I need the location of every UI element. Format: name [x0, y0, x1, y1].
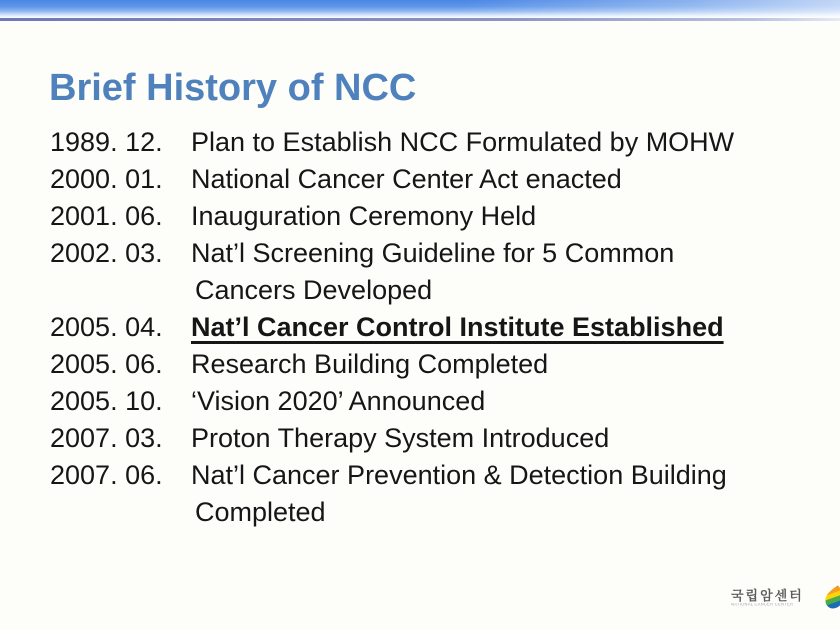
timeline-date: 2002. 03. [50, 238, 163, 268]
timeline-date: 2005. 10. [50, 386, 163, 416]
top-banner [0, 0, 840, 18]
timeline-event-text: Plan to Establish NCC Formulated by MOHW [191, 127, 735, 157]
timeline-row [50, 124, 790, 161]
timeline-event-text: Nat’l Cancer Control Institute Established [191, 312, 724, 342]
timeline-row [50, 494, 790, 531]
timeline-event-text: Inauguration Ceremony Held [191, 201, 537, 231]
timeline-date: 1989. 12. [50, 127, 163, 157]
timeline-row [50, 346, 790, 383]
timeline-event-text: Cancers Developed [195, 275, 433, 305]
timeline-row [50, 420, 790, 457]
timeline-date: 2000. 01. [50, 164, 163, 194]
ncc-leaf-icon [825, 585, 840, 614]
timeline-event-text: Nat’l Screening Guideline for 5 Common [191, 238, 675, 268]
footer-logo [731, 588, 840, 614]
timeline-date: 2007. 06. [50, 460, 163, 490]
timeline-row [50, 272, 790, 309]
logo-text [731, 588, 822, 610]
timeline-event-text: Research Building Completed [191, 349, 549, 379]
logo-korean-name: 국립암센터 [731, 588, 804, 603]
timeline-event-text: National Cancer Center Act enacted [191, 164, 622, 194]
timeline-date: 2001. 06. [50, 201, 163, 231]
timeline-date: 2007. 03. [50, 423, 163, 453]
timeline-date: 2005. 06. [50, 349, 163, 379]
timeline-event-text: Completed [195, 497, 326, 527]
page-title: Brief History of NCC [49, 67, 417, 110]
timeline-row [50, 198, 790, 235]
timeline-date: 2005. 04. [50, 312, 163, 342]
top-banner-rule [0, 18, 840, 21]
timeline [50, 124, 790, 531]
timeline-event-text: Nat’l Cancer Prevention & Detection Building [191, 460, 727, 490]
timeline-row [50, 383, 790, 420]
timeline-row [50, 161, 790, 198]
timeline-event-text: ‘Vision 2020’ Announced [191, 386, 486, 416]
timeline-event-text: Proton Therapy System Introduced [191, 423, 610, 453]
timeline-row [50, 457, 790, 494]
timeline-row [50, 309, 790, 346]
timeline-row [50, 235, 790, 272]
logo-english-name: NATIONAL CANCER CENTER [731, 603, 794, 608]
